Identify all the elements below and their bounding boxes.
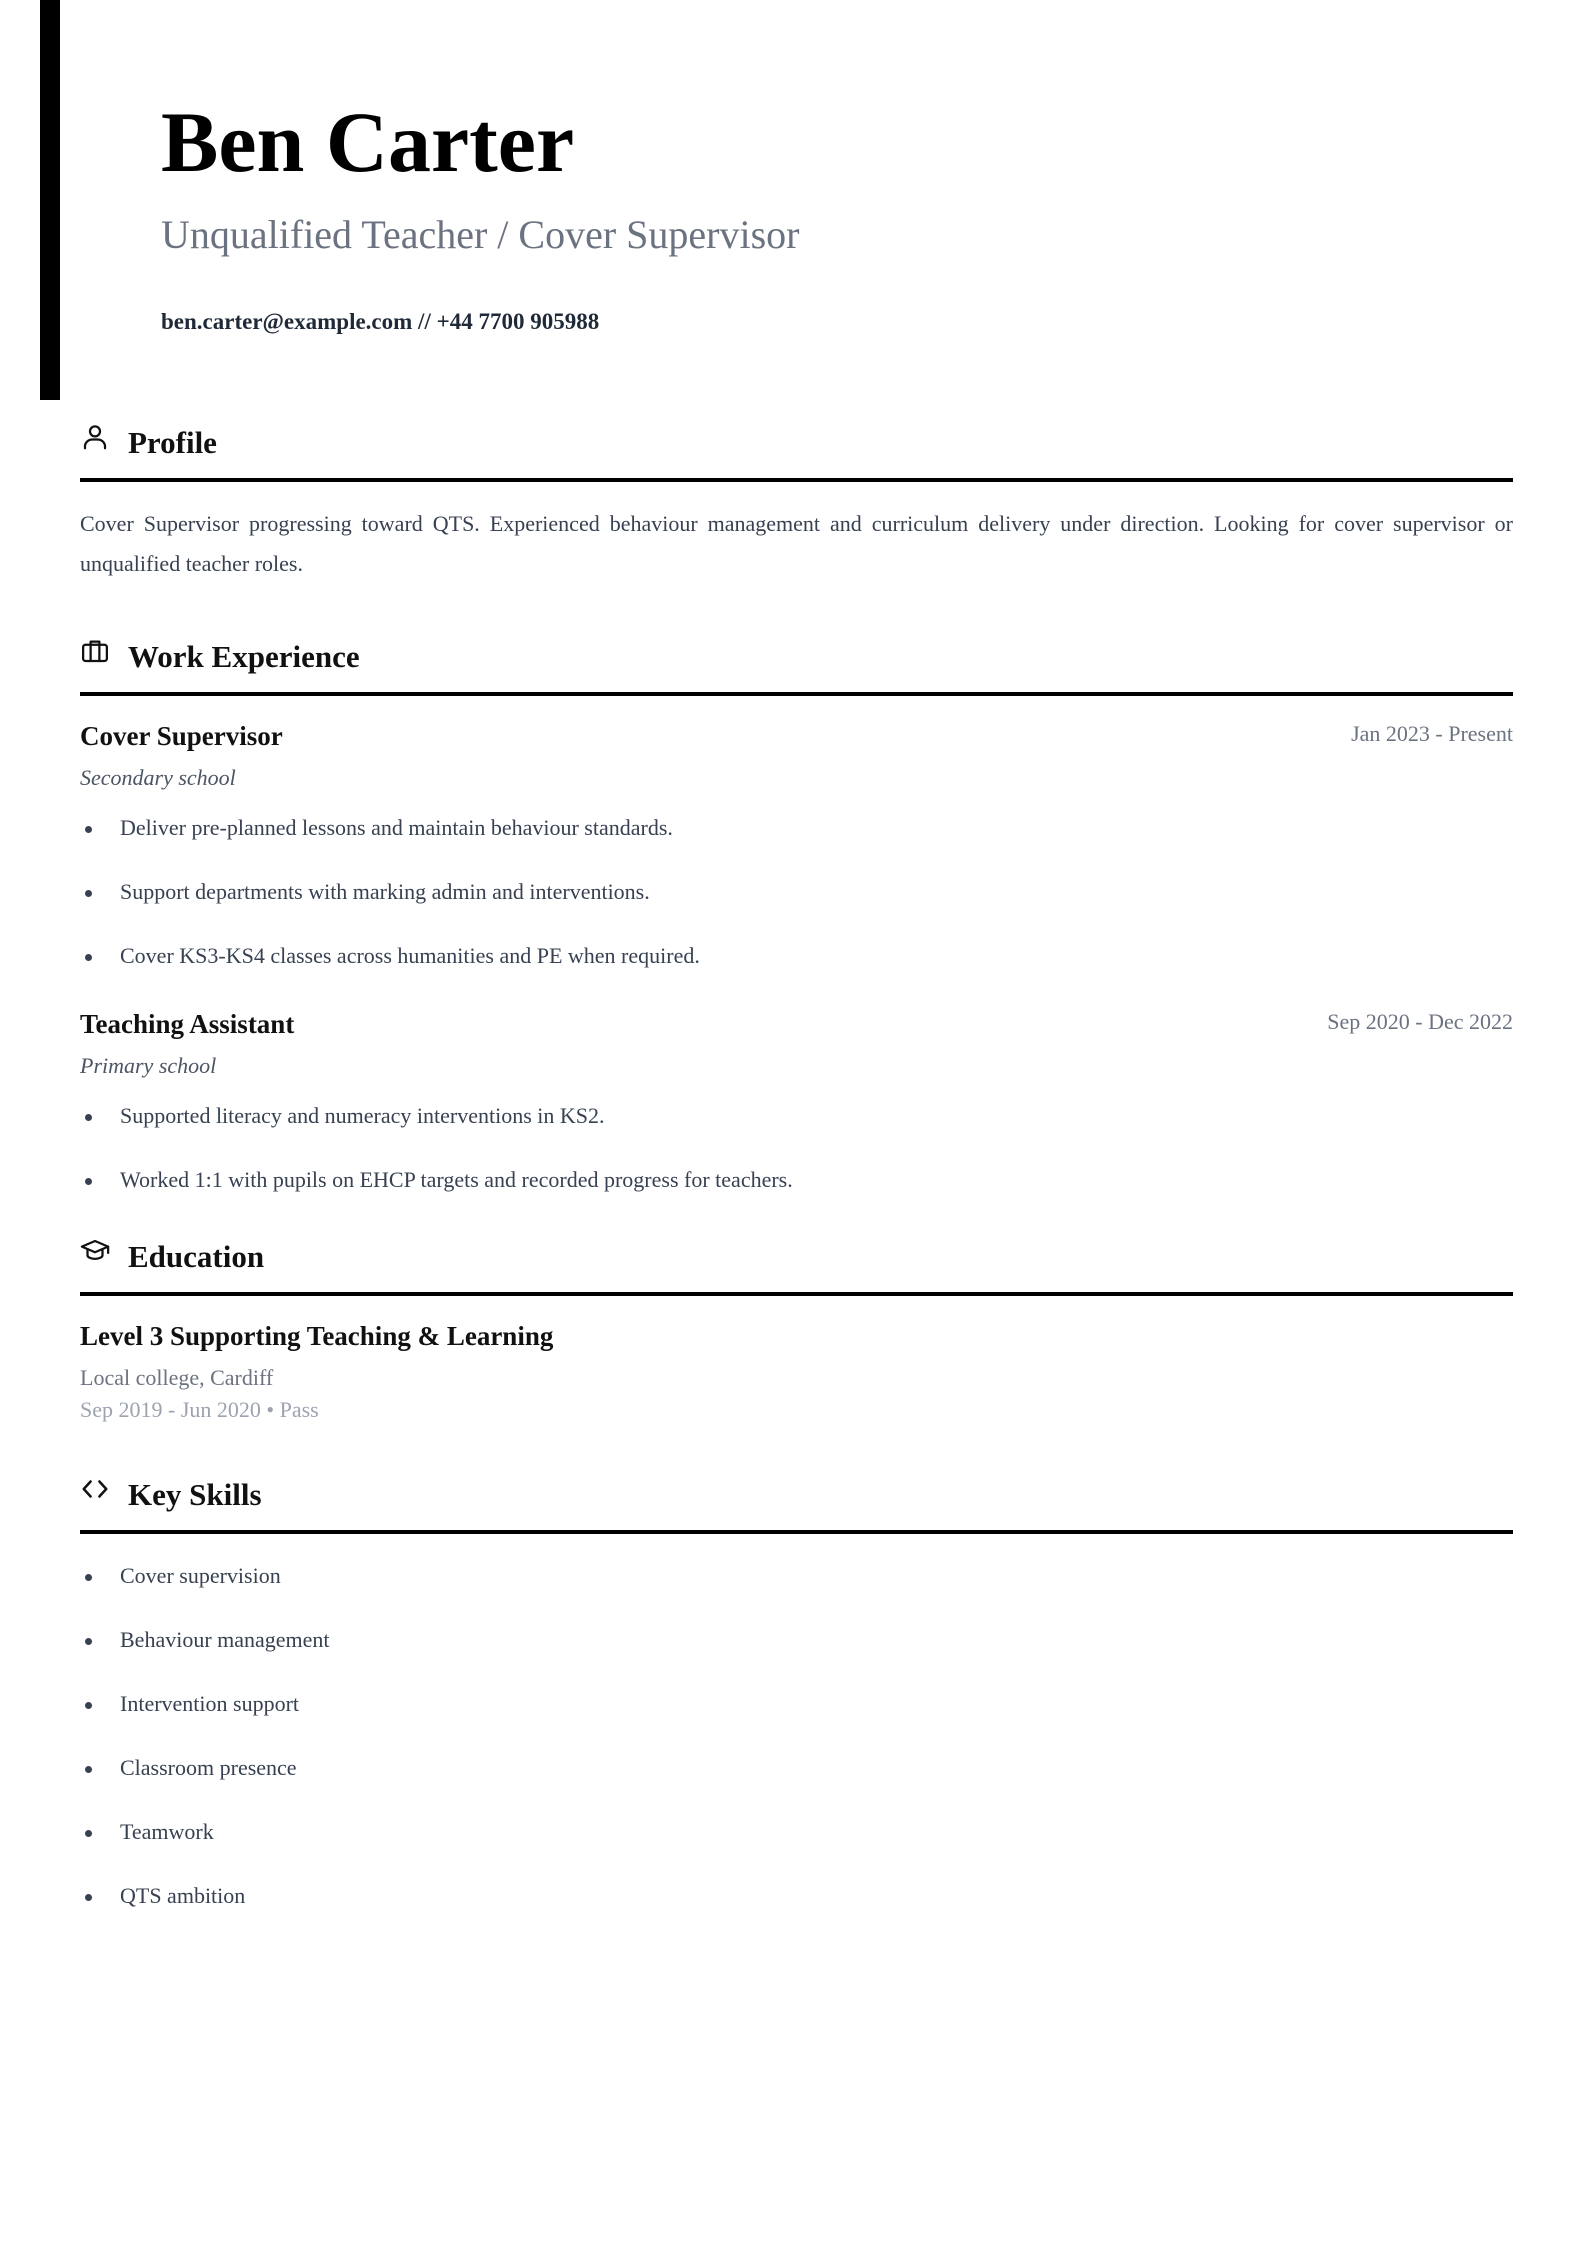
graduation-cap-icon: [80, 1236, 110, 1266]
job-company: Secondary school: [80, 765, 236, 790]
job-dates: Jan 2023 - Present: [1351, 721, 1513, 746]
list-item: Cover KS3-KS4 classes across humanities and PE when required.: [80, 940, 1513, 972]
resume-body: [80, 418, 1513, 1912]
list-item: Supported literacy and numeracy interventions in KS2.: [80, 1100, 1513, 1132]
list-item: Support departments with marking admin and interventions.: [80, 876, 1513, 908]
education-school: Local college, Cardiff: [80, 1365, 274, 1390]
skills-section-header: [80, 1470, 1513, 1534]
skills-list: [80, 1560, 1513, 1912]
user-icon: [80, 422, 110, 452]
profile-section-header: [80, 418, 1513, 482]
job-entry: [80, 1006, 1513, 1196]
briefcase-icon: [80, 636, 110, 666]
list-item: Deliver pre-planned lessons and maintain behaviour standards.: [80, 812, 1513, 844]
contact-info: ben.carter@example.com // +44 7700 905988: [161, 309, 600, 334]
education-section: [80, 1232, 1513, 1426]
job-dates: Sep 2020 - Dec 2022: [1327, 1009, 1513, 1034]
job-entry: [80, 718, 1513, 972]
code-icon: [80, 1474, 110, 1504]
job-company: Primary school: [80, 1053, 217, 1078]
profile-section: [80, 418, 1513, 584]
list-item: Worked 1:1 with pupils on EHCP targets and recorded progress for teachers.: [80, 1164, 1513, 1196]
profile-summary: Cover Supervisor progressing toward QTS. Experienced behaviour management and curriculum delivery under direction. Looking for cover supervisor or unqualified teacher roles.: [80, 511, 1513, 576]
job-duties-list: [80, 812, 1513, 972]
work-section-header: [80, 632, 1513, 696]
job-duties-list: [80, 1100, 1513, 1196]
education-entry: [80, 1318, 1513, 1426]
education-degree: Level 3 Supporting Teaching & Learning: [80, 1321, 554, 1351]
education-heading: Education: [128, 1239, 265, 1274]
candidate-title: Unqualified Teacher / Cover Supervisor: [161, 212, 800, 257]
list-item: Behaviour management: [80, 1624, 1513, 1656]
list-item: Cover supervision: [80, 1560, 1513, 1592]
skills-heading: Key Skills: [128, 1477, 262, 1512]
list-item: Classroom presence: [80, 1752, 1513, 1784]
work-heading: Work Experience: [128, 639, 360, 674]
key-skills-section: [80, 1470, 1513, 1912]
header-accent-bar: [40, 0, 60, 400]
list-item: Teamwork: [80, 1816, 1513, 1848]
job-role: Cover Supervisor: [80, 721, 283, 751]
education-dates-result: Sep 2019 - Jun 2020 • Pass: [80, 1397, 319, 1422]
work-experience-section: [80, 632, 1513, 1196]
job-role: Teaching Assistant: [80, 1009, 295, 1039]
profile-heading: Profile: [128, 425, 217, 460]
list-item: QTS ambition: [80, 1880, 1513, 1912]
list-item: Intervention support: [80, 1688, 1513, 1720]
candidate-name: Ben Carter: [161, 94, 575, 190]
education-section-header: [80, 1232, 1513, 1296]
